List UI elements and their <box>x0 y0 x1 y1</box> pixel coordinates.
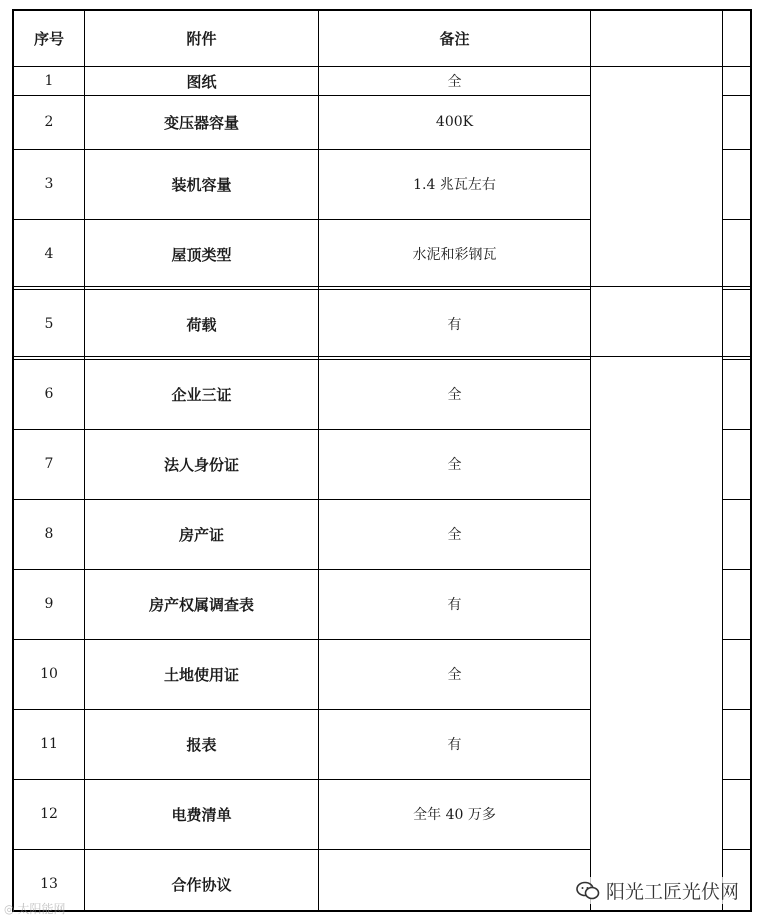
cell-attachment: 房产证 <box>178 525 224 544</box>
table-row <box>14 219 750 289</box>
cell-note: 有 <box>447 317 462 333</box>
cell-attachment: 报表 <box>186 735 217 754</box>
cell-no: 8 <box>44 526 54 542</box>
watermark-left <box>4 900 66 917</box>
cell-attachment: 变压器容量 <box>163 113 239 132</box>
table-row <box>14 779 750 849</box>
header-no: 序号 <box>33 30 64 48</box>
cell-attachment: 法人身份证 <box>163 455 239 474</box>
table-row <box>14 429 750 499</box>
cell-note: 全 <box>447 667 462 683</box>
table-row <box>14 67 750 95</box>
cell-note: 水泥和彩钢瓦 <box>412 247 497 263</box>
header-attachment: 附件 <box>186 30 217 48</box>
cell-note: 全 <box>447 387 462 403</box>
merged-divider <box>14 286 750 287</box>
table-row <box>14 289 750 359</box>
cell-attachment: 房产权属调查表 <box>148 595 254 614</box>
cell-no: 5 <box>44 316 54 332</box>
cell-no: 3 <box>44 176 54 192</box>
cell-no: 4 <box>44 246 54 262</box>
cell-no: 10 <box>40 666 58 682</box>
weibo-icon: ◎ <box>4 901 15 916</box>
cell-note: 全 <box>447 527 462 543</box>
cell-note: 有 <box>447 597 462 613</box>
table-row <box>14 359 750 429</box>
merged-divider <box>14 356 750 357</box>
cell-attachment: 土地使用证 <box>163 665 239 684</box>
table-row <box>14 499 750 569</box>
cell-attachment: 电费清单 <box>171 805 232 824</box>
header-note: 备注 <box>439 30 470 48</box>
cell-no: 2 <box>44 114 54 130</box>
cell-attachment: 屋顶类型 <box>171 245 232 264</box>
cell-no: 12 <box>40 806 58 822</box>
cell-note: 400K <box>435 114 474 130</box>
table-row <box>14 149 750 219</box>
header-row <box>14 11 750 66</box>
cell-no: 9 <box>44 596 54 612</box>
table-row <box>14 569 750 639</box>
cell-attachment: 企业三证 <box>171 385 232 404</box>
cell-attachment: 图纸 <box>186 72 217 91</box>
cell-attachment: 装机容量 <box>171 175 232 194</box>
cell-attachment: 合作协议 <box>171 875 232 894</box>
cell-note: 全年 40 万多 <box>413 807 496 823</box>
cell-no: 1 <box>44 73 54 89</box>
wechat-icon <box>576 881 600 901</box>
cell-attachment: 荷载 <box>186 315 217 334</box>
cell-no: 13 <box>40 876 58 892</box>
cell-note: 1.4 兆瓦左右 <box>413 177 496 193</box>
watermark-right <box>572 877 743 904</box>
attachment-table <box>12 9 752 912</box>
cell-note: 全 <box>447 457 462 473</box>
watermark-left-text: 太阳能网 <box>17 902 66 916</box>
cell-note: 有 <box>447 737 462 753</box>
table-row <box>14 639 750 709</box>
cell-no: 11 <box>40 736 58 752</box>
table-row <box>14 709 750 779</box>
header-extra <box>591 11 722 66</box>
cell-note: 全 <box>447 74 462 90</box>
watermark-right-text: 阳光工匠光伏网 <box>606 881 740 903</box>
cell-no: 6 <box>44 386 54 402</box>
table-row <box>14 95 750 149</box>
cell-note <box>319 849 590 919</box>
cell-no: 7 <box>44 456 54 472</box>
